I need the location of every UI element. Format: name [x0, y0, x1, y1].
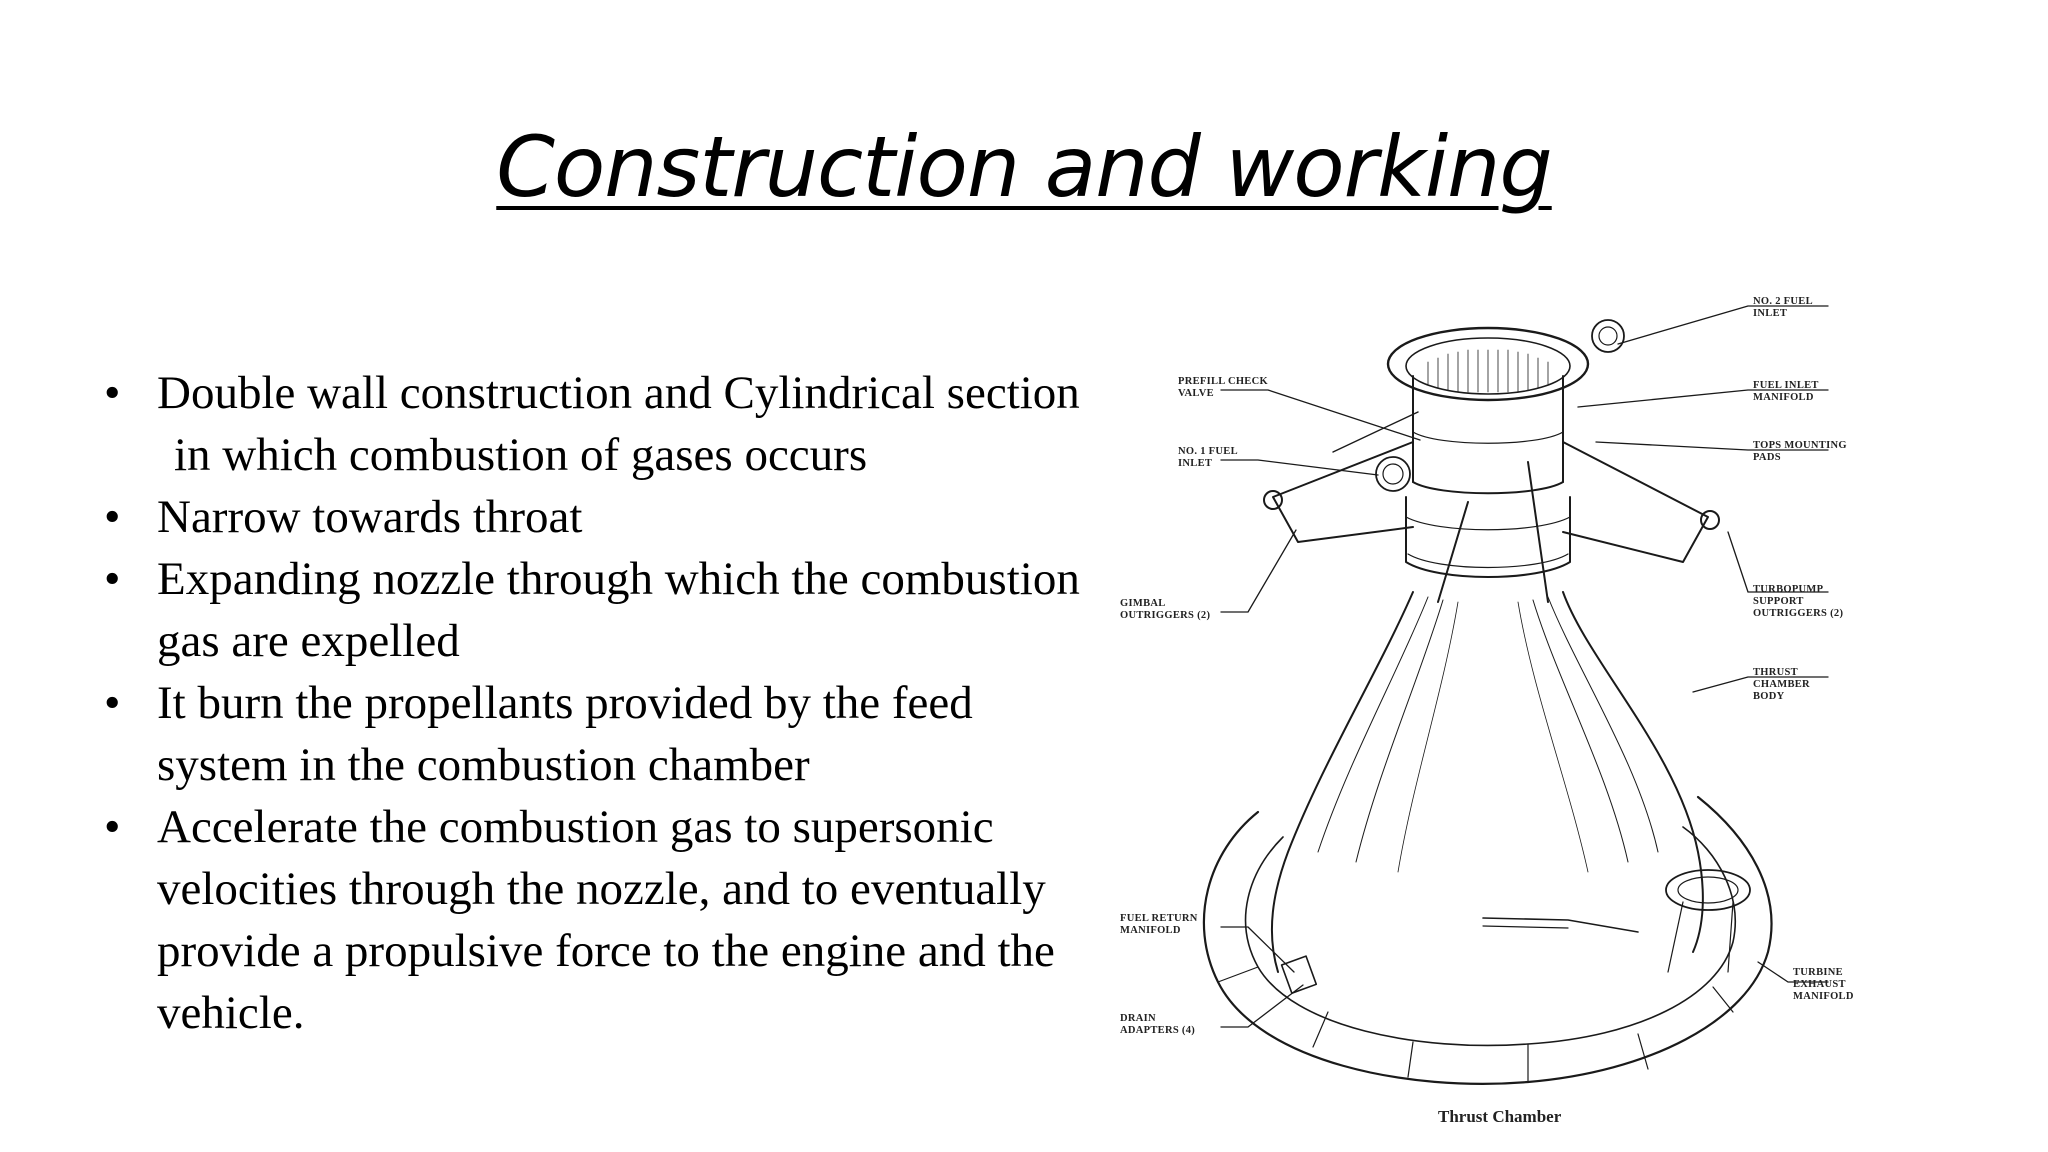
- label-turbopump-support-outriggers: TURBOPUMP SUPPORT OUTRIGGERS (2): [1753, 584, 1844, 619]
- slide-title: Construction and working: [496, 118, 1552, 216]
- bullet-list: [100, 362, 1090, 1044]
- exhaust-manifold-ring: [1204, 797, 1772, 1084]
- label-fuel-return-manifold: FUEL RETURN MANIFOLD: [1120, 913, 1198, 936]
- fuel-inlet-2: [1592, 320, 1624, 352]
- fuel-inlet-1: [1376, 457, 1410, 491]
- label-gimbal-outriggers: GIMBAL OUTRIGGERS (2): [1120, 598, 1211, 621]
- bullet-item: [100, 362, 1090, 486]
- label-prefill-check-valve: PREFILL CHECK VALVE: [1178, 376, 1268, 399]
- bullet-text: Narrow towards throat: [157, 491, 583, 543]
- label-fuel-inlet-manifold: FUEL INLET MANIFOLD: [1753, 380, 1819, 403]
- bullet-item: [100, 486, 1090, 548]
- bullet-item: [100, 548, 1090, 672]
- bullet-item: [100, 672, 1090, 796]
- label-turbine-exhaust-manifold: TURBINE EXHAUST MANIFOLD: [1793, 967, 1854, 1002]
- bullet-item: [100, 796, 1090, 1044]
- bullet-text: Accelerate the combustion gas to supersonic velocities through the nozzle, and to eventually provide a propulsive force to the engine and the vehicle.: [157, 801, 1055, 1039]
- label-no2-fuel-inlet: NO. 2 FUEL INLET: [1753, 296, 1813, 319]
- bullet-text: It burn the propellants provided by the feed system in the combustion chamber: [157, 677, 973, 791]
- bullet-dot-icon: •: [104, 553, 121, 605]
- diagram-caption: Thrust Chamber: [1438, 1107, 1562, 1126]
- label-no1-fuel-inlet: NO. 1 FUEL INLET: [1178, 446, 1238, 469]
- nozzle-bell: [1272, 592, 1413, 972]
- label-thrust-chamber-body: THRUST CHAMBER BODY: [1753, 667, 1810, 702]
- bullet-dot-icon: •: [104, 677, 121, 729]
- bullet-text: Expanding nozzle through which the combustion gas are expelled: [157, 553, 1080, 667]
- bullet-dot-icon: •: [104, 367, 121, 419]
- bullet-dot-icon: •: [104, 801, 121, 853]
- bullet-text: Double wall construction and Cylindrical section: [157, 367, 1080, 419]
- bullet-dot-icon: •: [104, 491, 121, 543]
- label-tops-mounting-pads: TOPS MOUNTING PADS: [1753, 440, 1847, 463]
- label-drain-adapters: DRAIN ADAPTERS (4): [1120, 1013, 1196, 1036]
- bullet-continuation: in which combustion of gases occurs: [174, 429, 868, 481]
- thrust-chamber-diagram: [1108, 292, 1888, 1142]
